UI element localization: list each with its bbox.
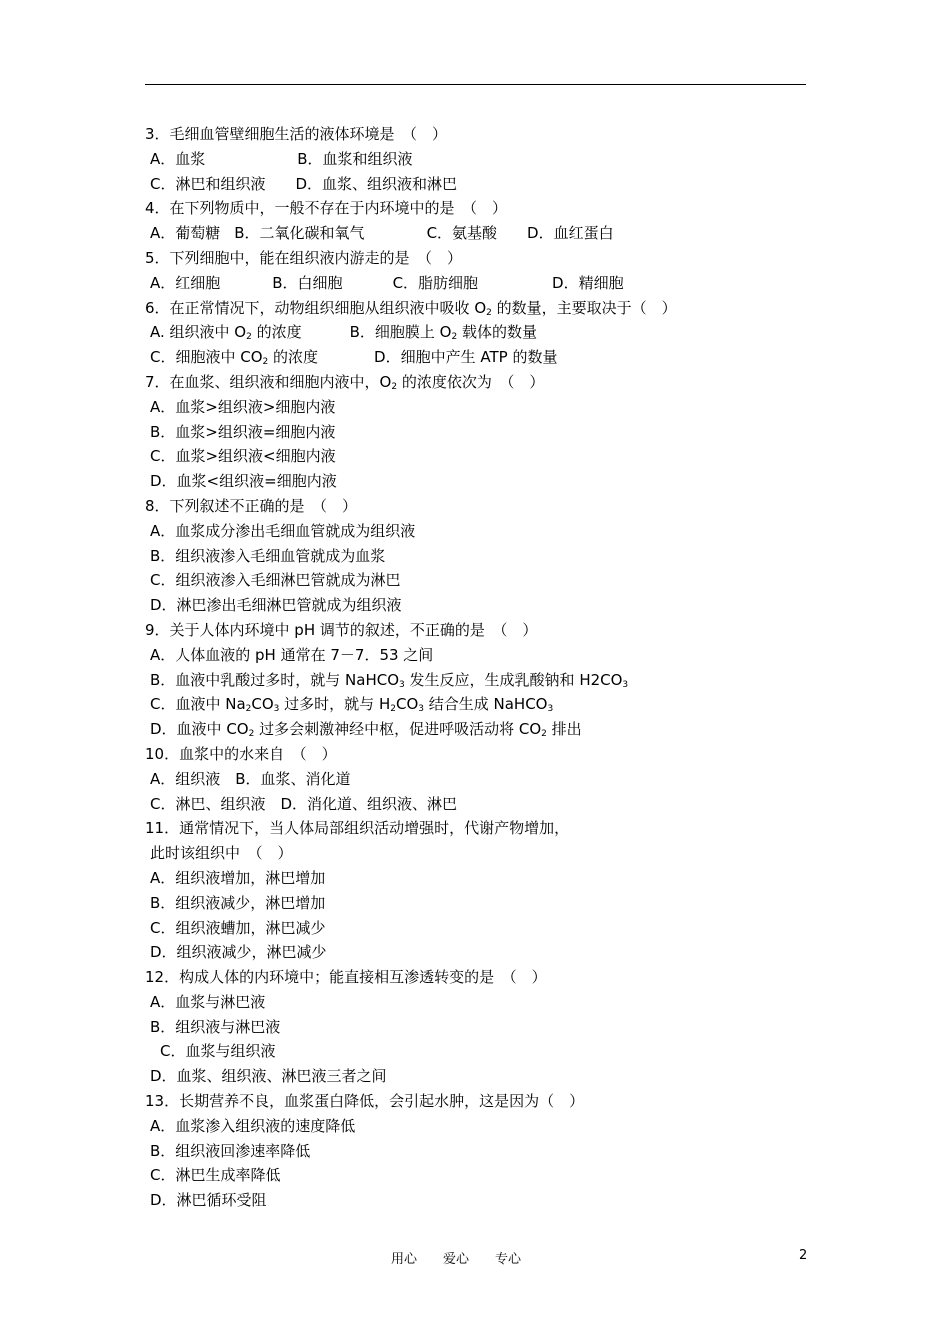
- question-13-option-c: C．淋巴生成率降低: [150, 1166, 281, 1185]
- question-4-options: A．葡萄糖 B．二氧化碳和氧气 C．氨基酸 D．血红蛋白: [150, 224, 614, 243]
- question-8-option-a: A．血浆成分渗出毛细血管就成为组织液: [150, 521, 416, 540]
- question-12-option-b: B．组织液与淋巴液: [150, 1017, 281, 1036]
- question-13-option-d: D．淋巴循环受阻: [150, 1191, 267, 1210]
- question-7-option-b: B．血浆>组织液=细胞内液: [150, 422, 336, 441]
- footer-motto: 用心 爱心 专心: [391, 1252, 522, 1267]
- question-9-option-b: B．血液中乳酸过多时，就与 NaHCO$_3$ 发生反应，生成乳酸钠和 $H2CO_3$: [150, 670, 629, 690]
- question-3-stem: 3．毛细血管壁细胞生活的液体环境是 （ ）: [145, 125, 448, 143]
- page-number: 2: [799, 1248, 808, 1263]
- question-6-stem: 6．在正常情况下，动物组织细胞从组织液中吸收 $O_2$ 的数量，主要取决于（ ）: [145, 298, 677, 318]
- question-10-stem: 10．血浆中的水来自 （ ）: [145, 744, 337, 763]
- question-7-option-c: C．血浆>组织液<细胞内液: [150, 447, 336, 466]
- question-list: [145, 122, 845, 1213]
- question-8-stem: 8．下列叙述不正确的是 （ ）: [145, 496, 358, 515]
- question-10-options-ab: A．组织液 B．血浆、消化道: [150, 769, 351, 788]
- question-12-option-d: D．血浆、组织液、淋巴液三者之间: [150, 1067, 387, 1086]
- question-8-option-c: C．组织液渗入毛细淋巴管就成为淋巴: [150, 571, 401, 590]
- question-11-option-c: C．组织液螬加，淋巴减少: [150, 918, 326, 937]
- header-rule: [145, 84, 806, 85]
- question-4-stem: 4．在下列物质中，一般不存在于内环境中的是 （ ）: [145, 199, 508, 218]
- question-8-option-d: D．淋巴渗出毛细淋巴管就成为组织液: [150, 596, 402, 615]
- question-7-stem: 7．在血浆、组织液和细胞内液中，$O_2$ 的浓度依次为 （ ）: [145, 372, 545, 392]
- question-9-option-c: C．血液中 $Na_2CO_3$ 过多时，就与 $H_2CO_3$ 结合生成 NaHCO$_3$: [150, 695, 554, 715]
- question-5-options: A．红细胞 B．白细胞 C．脂肪细胞 D．精细胞: [150, 273, 624, 292]
- question-6-options-cd: C．细胞液中 $CO_2$ 的浓度 D．细胞中产生 ATP 的数量: [150, 348, 558, 368]
- question-11-option-d: D．组织液减少，淋巴减少: [150, 943, 327, 962]
- question-9-stem: 9．关于人体内环境中 pH 调节的叙述，不正确的是 （ ）: [145, 620, 538, 639]
- question-8-option-b: B．组织液渗入毛细血管就成为血浆: [150, 546, 386, 565]
- question-12-option-c: C．血浆与组织液: [160, 1042, 276, 1061]
- question-10-options-cd: C．淋巴、组织液 D．消化道、组织液、淋巴: [150, 794, 458, 813]
- question-6-options-ab: A. 组织液中 $O_2$ 的浓度 B．细胞膜上 $O_2$ 载体的数量: [150, 323, 538, 343]
- question-12-stem: 12．构成人体的内环境中；能直接相互渗透转变的是 （ ）: [145, 968, 547, 987]
- question-12-option-a: A．血浆与淋巴液: [150, 992, 266, 1011]
- question-11-option-b: B．组织液减少，淋巴增加: [150, 893, 326, 912]
- question-9-option-a: A．人体血液的 pH 通常在 7－7．53 之间: [150, 645, 434, 664]
- question-11-stem: 11．通常情况下，当人体局部组织活动增强时，代谢产物增加，: [145, 819, 570, 838]
- question-13-option-a: A．血浆渗入组织液的速度降低: [150, 1116, 356, 1135]
- question-13-stem: 13．长期营养不良，血浆蛋白降低，会引起水肿，这是因为（ ）: [145, 1092, 585, 1111]
- question-13-option-b: B．组织液回渗速率降低: [150, 1141, 311, 1160]
- question-7-option-d: D．血浆<组织液=细胞内液: [150, 472, 337, 491]
- question-3-options-cd: C．淋巴和组织液 D．血浆、组织液和淋巴: [150, 174, 458, 193]
- question-9-option-d: D．血液中 $CO_2$ 过多会刺激神经中枢，促进呼吸活动将 $CO_2$ 排出: [150, 720, 582, 740]
- question-7-option-a: A．血浆>组织液>细胞内液: [150, 397, 336, 416]
- question-11-stem-continued: 此时该组织中 （ ）: [150, 844, 293, 863]
- question-3-options-ab: A．血浆 B．血浆和组织液: [150, 149, 413, 168]
- question-5-stem: 5．下列细胞中，能在组织液内游走的是 （ ）: [145, 248, 463, 267]
- question-11-option-a: A．组织液增加，淋巴增加: [150, 868, 326, 887]
